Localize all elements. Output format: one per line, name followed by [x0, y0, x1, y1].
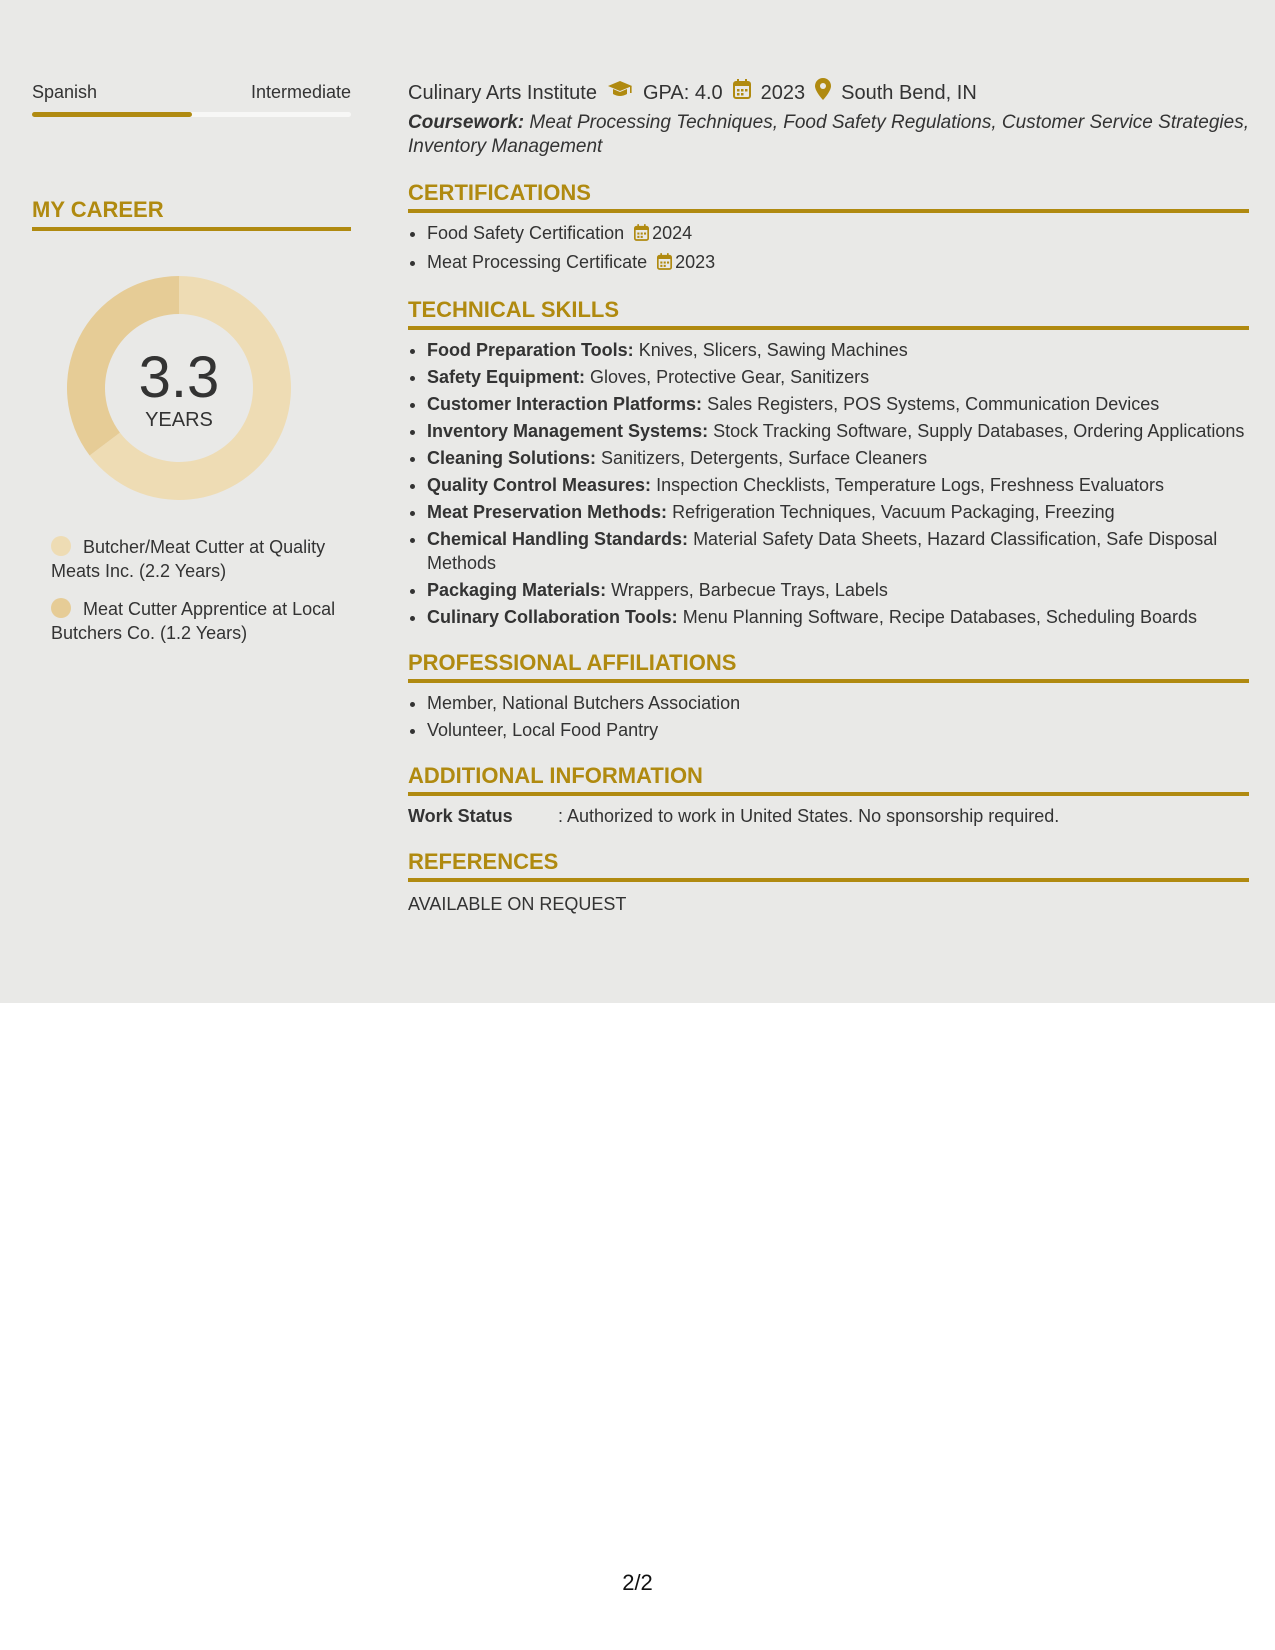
education-location: South Bend, IN — [841, 81, 977, 104]
skill-label: Customer Interaction Platforms: — [427, 394, 703, 414]
work-status-label: Work Status — [408, 806, 513, 826]
skill-text: Wrappers, Barbecue Trays, Labels — [611, 580, 888, 600]
career-total-unit: YEARS — [145, 409, 213, 431]
skill-text: Refrigeration Techniques, Vacuum Packaging, Freezing — [672, 502, 1115, 522]
skill-text: Stock Tracking Software, Supply Databases, Ordering Applications — [713, 421, 1245, 441]
skill-item — [427, 578, 1249, 602]
calendar-icon — [733, 79, 751, 106]
language-level: Intermediate — [250, 82, 351, 102]
certification-year: 2024 — [652, 223, 693, 243]
graduation-cap-icon — [607, 79, 633, 106]
skill-label: Culinary Collaboration Tools: — [427, 607, 678, 627]
certification-name: Meat Processing Certificate — [427, 252, 648, 272]
calendar-icon — [657, 252, 672, 276]
career-legend-item — [51, 535, 351, 583]
skill-item — [427, 446, 1249, 470]
skill-item — [427, 500, 1249, 524]
technical-skills-title: TECHNICAL SKILLS — [408, 296, 1249, 330]
education-year: 2023 — [760, 81, 806, 104]
career-total-years: 3.3 — [138, 345, 220, 410]
references-section — [408, 848, 1249, 916]
language-name: Spanish — [32, 82, 98, 102]
skill-text: Knives, Slicers, Sawing Machines — [638, 340, 908, 360]
coursework-label: Coursework: — [408, 112, 525, 133]
career-legend-label: Meat Cutter Apprentice at Local Butchers Co. (1.2 Years) — [51, 599, 336, 643]
legend-dot-icon — [51, 598, 71, 618]
skill-label: Safety Equipment: — [427, 367, 586, 387]
additional-info-section — [408, 762, 1249, 828]
skill-label: Packaging Materials: — [427, 580, 607, 600]
certification-item — [427, 221, 1249, 247]
certifications-title: CERTIFICATIONS — [408, 179, 1249, 213]
page-number: 2/2 — [622, 1570, 653, 1595]
additional-info-title: ADDITIONAL INFORMATION — [408, 762, 1249, 796]
references-text: AVAILABLE ON REQUEST — [408, 894, 627, 914]
skill-item — [427, 605, 1249, 629]
skill-label: Cleaning Solutions: — [427, 448, 596, 468]
skill-text: Gloves, Protective Gear, Sanitizers — [590, 367, 870, 387]
skill-text: Menu Planning Software, Recipe Databases, Scheduling Boards — [682, 607, 1198, 627]
references-title: REFERENCES — [408, 848, 1249, 882]
certifications-list — [408, 221, 1249, 276]
skill-item — [427, 365, 1249, 389]
affiliations-list — [408, 691, 1249, 742]
calendar-icon — [634, 223, 649, 247]
skill-item — [427, 419, 1249, 443]
work-status-row — [408, 804, 1249, 828]
affiliation-item: • Volunteer, Local Food Pantry — [427, 718, 1249, 742]
skill-item — [427, 338, 1249, 362]
legend-dot-icon — [51, 536, 71, 556]
technical-skills-section — [408, 296, 1249, 629]
skill-text: Sales Registers, POS Systems, Communication Devices — [707, 394, 1160, 414]
skill-label: Inventory Management Systems: — [427, 421, 709, 441]
skill-label: Quality Control Measures: — [427, 475, 652, 495]
certification-name: Food Safety Certification — [427, 223, 625, 243]
skill-label: Food Preparation Tools: — [427, 340, 634, 360]
map-pin-icon — [815, 78, 831, 107]
career-donut-chart — [67, 276, 291, 500]
career-legend — [51, 535, 351, 659]
education-coursework — [408, 111, 1249, 159]
technical-skills-list — [408, 338, 1249, 629]
certification-item — [427, 250, 1249, 276]
affiliation-item: • Member, National Butchers Association — [427, 691, 1249, 715]
skill-text: Inspection Checklists, Temperature Logs, Freshness Evaluators — [656, 475, 1164, 495]
skill-text: Sanitizers, Detergents, Surface Cleaners — [601, 448, 928, 468]
skill-label: Chemical Handling Standards: — [427, 529, 689, 549]
left-column — [32, 80, 351, 643]
certifications-section — [408, 179, 1249, 276]
skill-item — [427, 527, 1249, 575]
affiliations-title: PROFESSIONAL AFFILIATIONS — [408, 649, 1249, 683]
coursework-text: Meat Processing Techniques, Food Safety Regulations, Customer Service Strategies, Inventory Management — [408, 112, 1249, 157]
work-status-value: : Authorized to work in United States. No sponsorship required. — [558, 806, 1060, 826]
skill-text: Material Safety Data Sheets, Hazard Classification, Safe Disposal Methods — [427, 529, 1218, 573]
education-line — [408, 78, 1249, 107]
career-legend-item — [51, 597, 351, 645]
skill-item — [427, 392, 1249, 416]
career-legend-label: Butcher/Meat Cutter at Quality Meats Inc. (2.2 Years) — [51, 537, 326, 581]
language-proficiency-bar — [32, 112, 351, 117]
affiliations-section — [408, 649, 1249, 742]
education-gpa: GPA: 4.0 — [642, 81, 723, 104]
education-institution: Culinary Arts Institute — [408, 81, 597, 104]
language-proficiency-fill — [32, 112, 192, 117]
right-column — [408, 78, 1249, 916]
skill-label: Meat Preservation Methods: — [427, 502, 668, 522]
certification-year: 2023 — [675, 252, 716, 272]
career-section-title: MY CAREER — [32, 196, 351, 231]
skill-item — [427, 473, 1249, 497]
language-row — [32, 80, 351, 104]
